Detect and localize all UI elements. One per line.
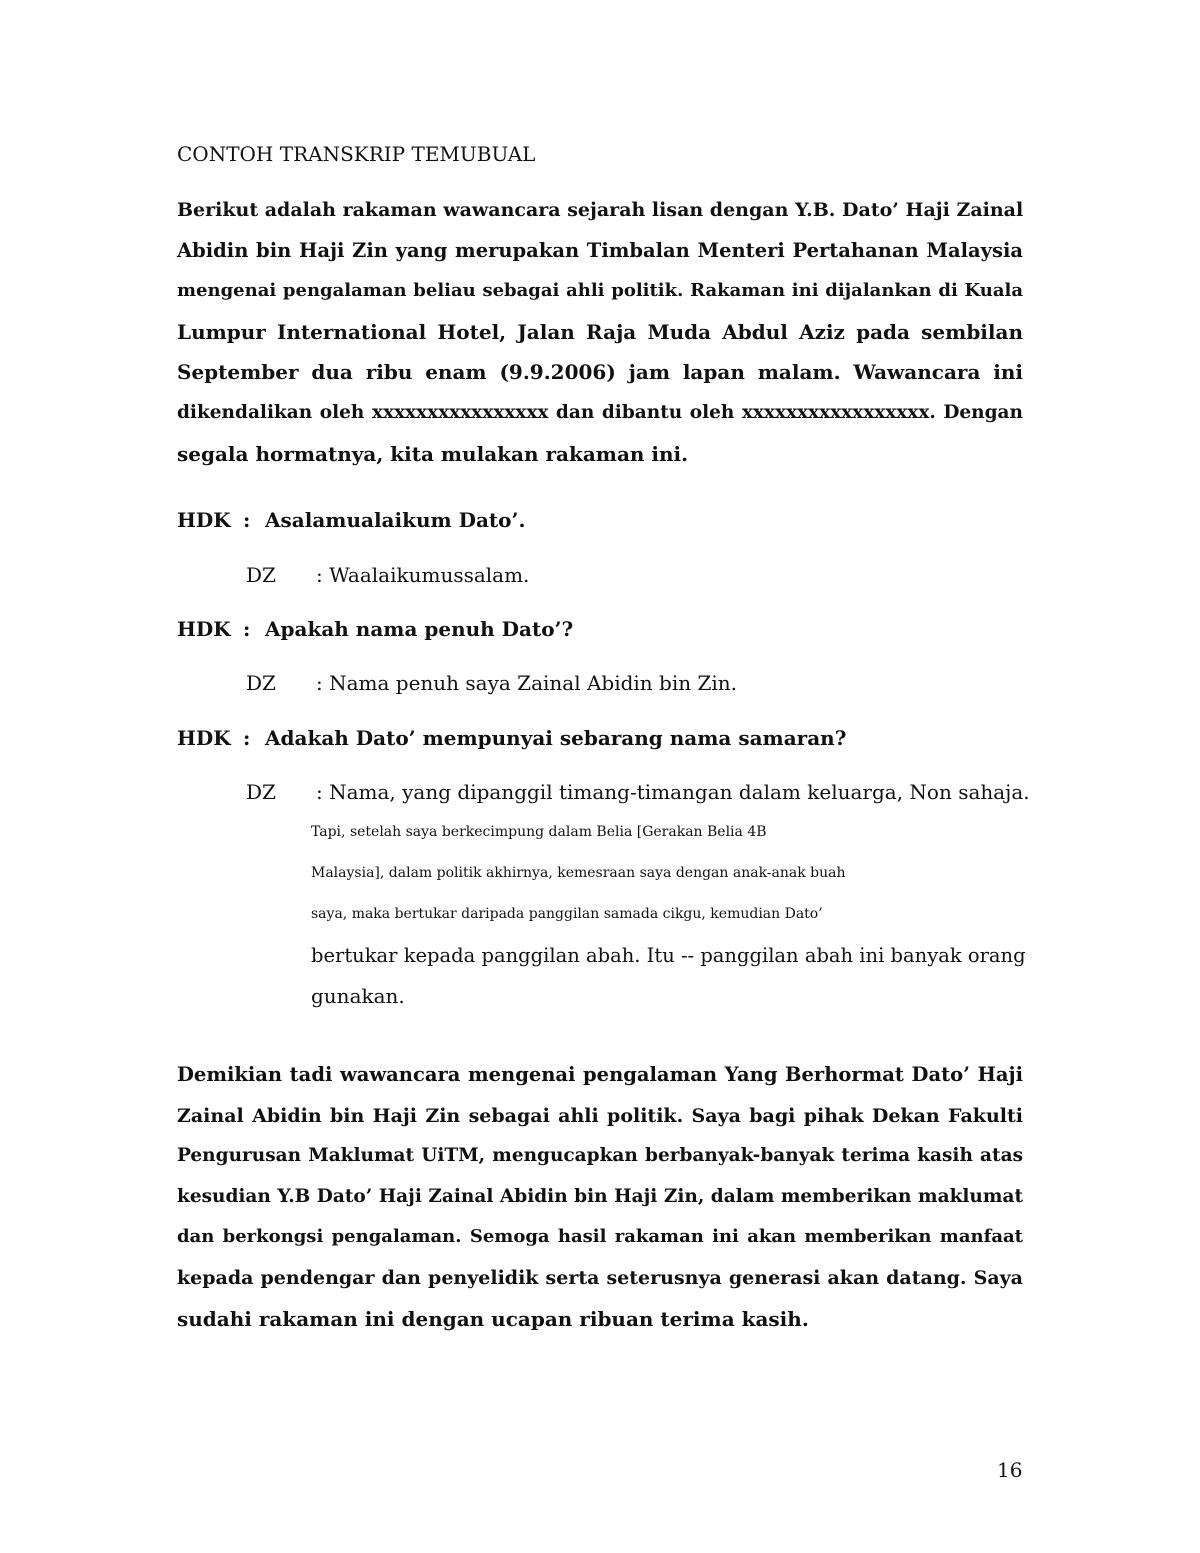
answer-speaker: DZ	[246, 671, 276, 695]
question-speaker: HDK	[177, 617, 231, 641]
intro-line: segala hormatnya, kita mulakan rakaman ini.	[177, 441, 689, 466]
answer-continuation-line: saya, maka bertukar daripada panggilan samada cikgu, kemudian Dato’	[311, 906, 823, 922]
answer-continuation-line: gunakan.	[311, 984, 405, 1008]
closing-line: Zainal Abidin bin Haji Zin sebagai ahli politik. Saya bagi pihak Dekan Fakulti	[177, 1104, 1023, 1127]
closing-line: Pengurusan Maklumat UiTM, mengucapkan berbanyak-banyak terima kasih atas	[177, 1145, 1023, 1167]
closing-line: kepada pendengar dan penyelidik serta seterusnya generasi akan datang. Saya	[177, 1266, 1023, 1289]
answer-text: : Nama, yang dipanggil timang-timangan dalam keluarga, Non sahaja.	[316, 780, 1030, 804]
question-separator: :	[243, 617, 251, 641]
question-speaker: HDK	[177, 726, 231, 750]
question-text: Apakah nama penuh Dato’?	[265, 617, 574, 641]
intro-line: Lumpur International Hotel, Jalan Raja Muda Abdul Aziz pada sembilan	[177, 319, 1023, 344]
closing-line: Demikian tadi wawancara mengenai pengalaman Yang Berhormat Dato’ Haji	[177, 1063, 1023, 1086]
question-separator: :	[243, 508, 251, 532]
question-separator: :	[243, 726, 251, 750]
intro-line: mengenai pengalaman beliau sebagai ahli politik. Rakaman ini dijalankan di Kuala	[177, 280, 1023, 302]
answer-text: : Waalaikumussalam.	[316, 563, 530, 587]
closing-paragraph	[177, 1055, 1023, 1339]
answer-text: : Nama penuh saya Zainal Abidin bin Zin.	[316, 671, 737, 695]
intro-paragraph	[177, 190, 1023, 474]
answer-row	[246, 671, 737, 695]
answer-row	[246, 780, 1030, 804]
question-row	[177, 508, 525, 532]
question-text: Adakah Dato’ mempunyai sebarang nama samaran?	[265, 726, 847, 750]
intro-line: Berikut adalah rakaman wawancara sejarah lisan dengan Y.B. Dato’ Haji Zainal	[177, 199, 1024, 221]
answer-continuation-line: Tapi, setelah saya berkecimpung dalam Belia [Gerakan Belia 4B	[311, 824, 767, 840]
answer-continuation-line: bertukar kepada panggilan abah. Itu -- panggilan abah ini banyak orang	[311, 944, 1026, 967]
question-row	[177, 617, 573, 641]
answer-continuation	[311, 812, 1026, 1017]
answer-speaker: DZ	[246, 563, 276, 587]
intro-line: dikendalikan oleh xxxxxxxxxxxxxxxx dan dibantu oleh xxxxxxxxxxxxxxxxx. Dengan	[177, 401, 1023, 423]
closing-line: dan berkongsi pengalaman. Semoga hasil rakaman ini akan memberikan manfaat	[177, 1226, 1023, 1248]
question-row	[177, 726, 846, 750]
document-title: CONTOH TRANSKRIP TEMUBUAL	[177, 142, 536, 166]
closing-line: sudahi rakaman ini dengan ucapan ribuan terima kasih.	[177, 1306, 809, 1331]
answer-row	[246, 563, 529, 587]
intro-line: Abidin bin Haji Zin yang merupakan Timbalan Menteri Pertahanan Malaysia	[177, 238, 1023, 262]
page-number: 16	[997, 1458, 1023, 1482]
closing-line: kesudian Y.B Dato’ Haji Zainal Abidin bin Haji Zin, dalam memberikan maklumat	[177, 1185, 1023, 1207]
intro-line: September dua ribu enam (9.9.2006) jam lapan malam. Wawancara ini	[177, 360, 1023, 385]
question-text: Asalamualaikum Dato’.	[265, 508, 526, 532]
answer-continuation-line: Malaysia], dalam politik akhirnya, kemesraan saya dengan anak-anak buah	[311, 865, 846, 881]
question-speaker: HDK	[177, 508, 231, 532]
answer-speaker: DZ	[246, 780, 276, 804]
